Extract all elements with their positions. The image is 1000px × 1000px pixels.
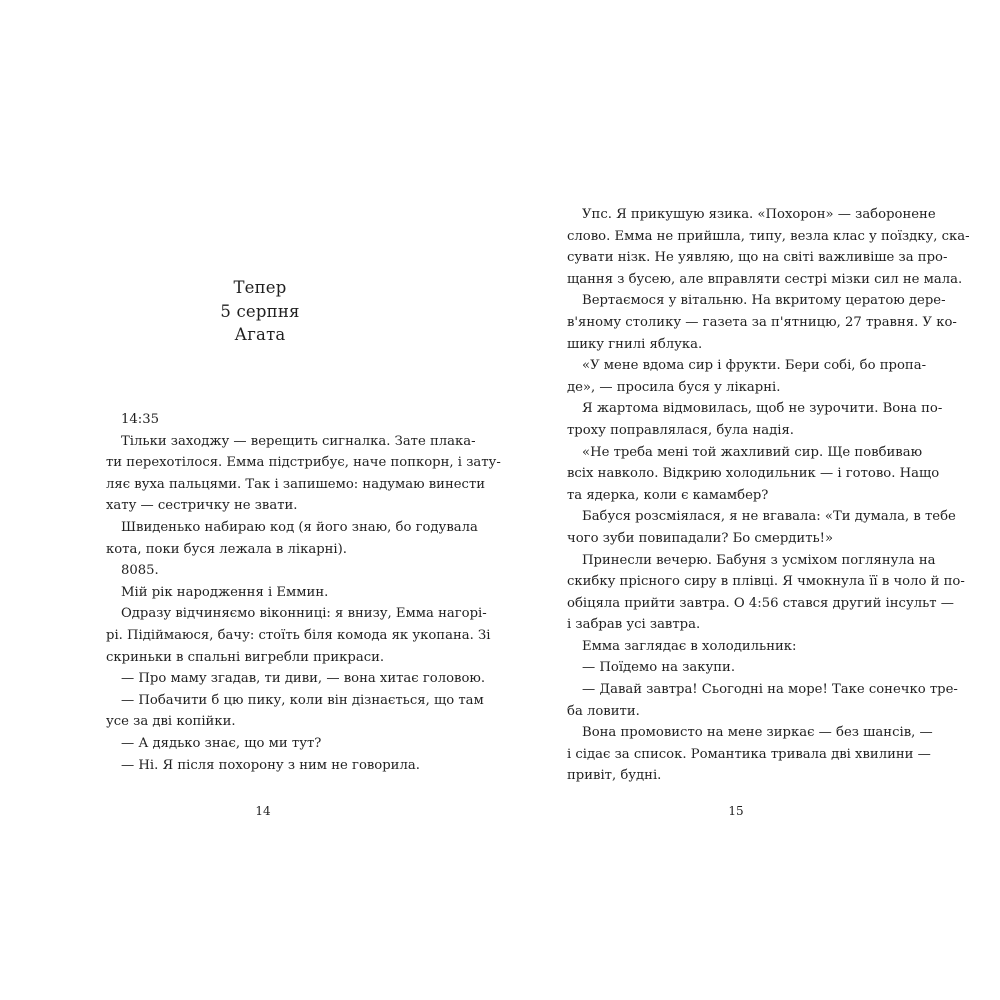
page-number: 15 bbox=[728, 804, 744, 818]
text-line: в'яному столику — газета за п'ятницю, 27 травня. У ко- bbox=[567, 314, 957, 330]
left-body-text bbox=[106, 409, 501, 776]
text-line: Я жартома відмовилась, щоб не зурочити. Вона по- bbox=[582, 401, 943, 417]
text-line: і забрав усі завтра. bbox=[567, 617, 701, 633]
heading-label: Тепер bbox=[233, 278, 287, 297]
text-line: кота, поки буся лежала в лікарні). bbox=[106, 541, 347, 557]
text-line: Мій рік народження і Еммин. bbox=[121, 584, 329, 600]
text-line: Швиденько набираю код (я його знаю, бо годувала bbox=[121, 519, 478, 535]
text-line: Емма заглядає в холодильник: bbox=[582, 638, 797, 654]
text-line: 8085. bbox=[121, 563, 159, 579]
right-body-text bbox=[567, 204, 970, 787]
text-line: — Поїдемо на закупи. bbox=[582, 660, 736, 676]
text-line: Тільки заходжу — верещить сигналка. Зате плака- bbox=[121, 433, 476, 449]
text-line: скибку прісного сиру в плівці. Я чмокнула її в чоло й по- bbox=[567, 574, 965, 590]
page-number: 14 bbox=[255, 804, 271, 818]
text-line: 14:35 bbox=[121, 412, 160, 427]
text-line: Одразу відчиняємо віконниці: я внизу, Емма нагорі- bbox=[121, 606, 487, 622]
text-line: чого зуби повипадали? Бо смердить!» bbox=[567, 530, 834, 546]
text-line: де», — просила буся у лікарні. bbox=[567, 379, 781, 395]
text-line: Упс. Я прикушую язика. «Похорон» — заборонене bbox=[582, 207, 936, 222]
heading-narrator: Агата bbox=[234, 325, 286, 344]
text-line: обіцяла прийти завтра. О 4:56 стався другий інсульт — bbox=[567, 595, 954, 611]
text-line: і сідає за список. Романтика тривала дві хвилини — bbox=[567, 746, 931, 762]
text-line: Вертаємося у вітальню. На вкритому цератою дере- bbox=[582, 293, 946, 309]
heading-date: 5 серпня bbox=[220, 301, 300, 321]
text-line: — Про маму згадав, ти диви, — вона хитає головою. bbox=[121, 671, 486, 687]
text-line: всіх навколо. Відкрию холодильник — і готово. Нащо bbox=[567, 466, 940, 482]
text-line: — Побачити б цю пику, коли він дізнається, що там bbox=[121, 692, 484, 708]
text-line: — Ні. Я після похорону з ним не говорила. bbox=[121, 757, 420, 773]
text-line: ляє вуха пальцями. Так і запишемо: надумаю винести bbox=[106, 476, 486, 492]
text-line: ба ловити. bbox=[567, 703, 640, 719]
text-line: ти перехотілося. Емма підстрибує, наче попкорн, і зату- bbox=[106, 455, 501, 471]
text-line: шику гнилі яблука. bbox=[567, 336, 703, 352]
text-line: щання з бусею, але вправляти сестрі мізки сил не мала. bbox=[567, 271, 963, 287]
text-line: «Не треба мені той жахливий сир. Ще повбиваю bbox=[582, 444, 923, 460]
text-line: слово. Емма не прийшла, типу, везла клас у поїздку, ска- bbox=[567, 228, 970, 244]
text-line: привіт, будні. bbox=[567, 768, 662, 784]
text-line: Вона промовисто на мене зиркає — без шансів, — bbox=[582, 725, 933, 741]
text-line: Принесли вечерю. Бабуня з усміхом поглянула на bbox=[582, 552, 936, 568]
text-line: — Давай завтра! Сьогодні на море! Таке сонечко тре- bbox=[582, 682, 958, 698]
right-page bbox=[500, 0, 1000, 1000]
text-line: усе за дві копійки. bbox=[106, 714, 236, 730]
text-line: та ядерка, коли є камамбер? bbox=[567, 487, 769, 503]
text-line: хату — сестричку не звати. bbox=[106, 498, 298, 514]
text-line: рі. Підіймаюся, бачу: стоїть біля комода як укопана. Зі bbox=[106, 627, 491, 643]
text-line: Бабуся розсміялася, я не вгавала: «Ти думала, в тебе bbox=[582, 509, 956, 525]
text-line: троху поправлялася, була надія. bbox=[567, 422, 794, 438]
chapter-heading bbox=[100, 276, 420, 347]
text-line: скриньки в спальні вигребли прикраси. bbox=[106, 649, 385, 665]
text-line: сувати нізк. Не уявляю, що на світі важливіше за про- bbox=[567, 250, 948, 266]
text-line: — А дядько знає, що ми тут? bbox=[121, 735, 322, 751]
text-line: «У мене вдома сир і фрукти. Бери собі, бо пропа- bbox=[582, 358, 927, 374]
